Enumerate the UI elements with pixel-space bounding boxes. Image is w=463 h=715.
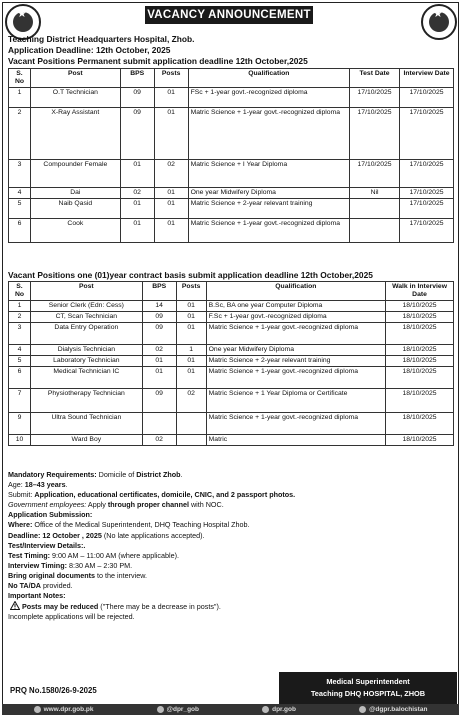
table-cell: 6 <box>9 367 31 389</box>
table-cell: 5 <box>9 199 31 219</box>
table-cell: 01 <box>120 219 154 243</box>
government-employees-note: Government employees: Apply through proper channel with NOC. <box>8 500 224 510</box>
table-row <box>9 413 454 435</box>
table-cell: 01 <box>154 108 188 160</box>
contract-vacancy-table <box>8 281 454 446</box>
table-row <box>9 389 454 413</box>
posts-reduced-note: Posts may be reduced ("There may be a decrease in posts"). <box>8 601 448 612</box>
table-cell: 3 <box>9 160 31 188</box>
table-cell: FSc + 1-year govt.-recognized diploma <box>188 88 349 108</box>
table-cell: Cook <box>30 219 120 243</box>
table-cell: 17/10/2025 <box>350 108 400 160</box>
table-cell: Matric <box>206 435 385 446</box>
footer-website[interactable]: www.dpr.gob.pk <box>34 704 94 715</box>
column-header: S. No <box>9 69 31 88</box>
table-cell: Matric Science + 1-year govt.-recognized diploma <box>188 219 349 243</box>
table-cell: F.Sc + 1-year govt.-recognized diploma <box>206 312 385 323</box>
column-header: Walk in Interview Date <box>386 282 454 301</box>
table-cell: 5 <box>9 356 31 367</box>
table-cell: 01 <box>176 356 206 367</box>
table-cell: 17/10/2025 <box>400 188 454 199</box>
table-cell: 18/10/2025 <box>386 323 454 345</box>
signature-block <box>279 672 457 707</box>
table-row <box>9 160 454 188</box>
mandatory-requirements: Mandatory Requirements: Domicile of District Zhob. <box>8 470 183 479</box>
table-cell: 1 <box>176 345 206 356</box>
column-header: Post <box>30 282 142 301</box>
table-cell: Dialysis Technician <box>30 345 142 356</box>
table-cell: 18/10/2025 <box>386 435 454 446</box>
table-cell: 1 <box>9 301 31 312</box>
table-cell: Naib Qasid <box>30 199 120 219</box>
table-cell: 6 <box>9 219 31 243</box>
table-cell: 9 <box>9 413 31 435</box>
table-cell: 01 <box>154 219 188 243</box>
table-cell: 17/10/2025 <box>350 160 400 188</box>
test-heading: Test/Interview Details:. <box>8 540 86 550</box>
warning-icon <box>10 601 20 610</box>
signature-office: Teaching DHQ HOSPITAL, ZHOB <box>310 689 426 698</box>
table-cell: 01 <box>142 356 176 367</box>
table-cell: 18/10/2025 <box>386 345 454 356</box>
column-header: Posts <box>176 282 206 301</box>
application-deadline: Application Deadline: 12th October, 2025 <box>8 45 171 55</box>
submission-deadline: Deadline: 12 October , 2025 (No late applications accepted). <box>8 530 205 540</box>
table-row <box>9 88 454 108</box>
footer-handle-1[interactable]: @dpr_gob <box>157 704 199 715</box>
incomplete-applications-note: Incomplete applications will be rejected. <box>8 612 135 622</box>
table-cell: Matric Science + 1 Year Diploma or Certificate <box>206 389 385 413</box>
test-timing: Test Timing: 9:00 AM – 11:00 AM (where applicable). <box>8 550 179 560</box>
column-header: Posts <box>154 69 188 88</box>
balochistan-emblem-icon: ★ <box>5 4 41 40</box>
table-cell: 02 <box>154 160 188 188</box>
table-cell <box>176 413 206 435</box>
submit-requirement: Submit: Application, educational certificates, domicile, CNIC, and 2 passport photos. <box>8 490 296 500</box>
table-cell: Matric Science + I Year Diploma <box>188 160 349 188</box>
table-cell: 01 <box>176 301 206 312</box>
table-cell: Dai <box>30 188 120 199</box>
table-cell: 18/10/2025 <box>386 356 454 367</box>
table-cell: 01 <box>120 199 154 219</box>
table-cell: 02 <box>142 435 176 446</box>
table-cell: 01 <box>154 199 188 219</box>
instagram-icon <box>359 706 366 713</box>
column-header: Qualification <box>188 69 349 88</box>
table-cell: 17/10/2025 <box>400 108 454 160</box>
table-cell: 17/10/2025 <box>400 88 454 108</box>
table-row <box>9 312 454 323</box>
table-cell: 01 <box>176 367 206 389</box>
table-cell: 17/10/2025 <box>350 88 400 108</box>
globe-icon <box>34 706 41 713</box>
table-cell: 01 <box>154 88 188 108</box>
table-row <box>9 219 454 243</box>
table-cell: 18/10/2025 <box>386 301 454 312</box>
footer-handle-3[interactable]: @dgpr.balochistan <box>359 704 427 715</box>
important-heading: Important Notes: <box>8 591 66 601</box>
table-cell: 02 <box>120 188 154 199</box>
table-cell: Matric Science + 2-year relevant training <box>188 199 349 219</box>
table-cell: 18/10/2025 <box>386 312 454 323</box>
table-cell: 4 <box>9 188 31 199</box>
table-row <box>9 301 454 312</box>
notes-section <box>8 470 448 622</box>
table-cell: 18/10/2025 <box>386 389 454 413</box>
table-cell: 10 <box>9 435 31 446</box>
contract-heading: Vacant Positions one (01)year contract basis submit application deadline 12th October,2025 <box>8 270 373 280</box>
permanent-vacancy-table <box>8 68 454 243</box>
table-cell: 01 <box>142 367 176 389</box>
page-title: VACANCY ANNOUNCEMENT <box>145 6 313 24</box>
table-cell: Data Entry Operation <box>30 323 142 345</box>
table-cell: 02 <box>142 345 176 356</box>
table-row <box>9 323 454 345</box>
bring-documents: Bring original documents to the interview. <box>8 570 147 580</box>
table-cell: 18/10/2025 <box>386 367 454 389</box>
table-row <box>9 367 454 389</box>
table-cell: 09 <box>142 389 176 413</box>
submission-heading: Application Submission: <box>8 510 93 520</box>
interview-timing: Interview Timing: 8:30 AM – 2:30 PM. <box>8 560 133 570</box>
table-row <box>9 199 454 219</box>
column-header: Interview Date <box>400 69 454 88</box>
table-cell: One year Midwifery Diploma <box>206 345 385 356</box>
table-cell: Nil <box>350 188 400 199</box>
table-cell: 01 <box>154 188 188 199</box>
table-cell: Matric Science + 1-year govt.-recognized diploma <box>206 323 385 345</box>
twitter-icon <box>157 706 164 713</box>
table-cell <box>176 435 206 446</box>
table-cell: 02 <box>176 389 206 413</box>
age-requirement: Age: 18–43 years. <box>8 480 68 490</box>
table-cell: 1 <box>9 88 31 108</box>
table-row <box>9 188 454 199</box>
signature-title: Medical Superintendent <box>326 677 410 686</box>
table-cell: 2 <box>9 108 31 160</box>
prq-number: PRQ No.1580/26-9-2025 <box>10 686 97 695</box>
table-row <box>9 356 454 367</box>
table-cell: 2 <box>9 312 31 323</box>
column-header: S. No <box>9 282 31 301</box>
facebook-icon <box>262 706 269 713</box>
table-cell <box>350 199 400 219</box>
table-cell: Laboratory Technician <box>30 356 142 367</box>
table-cell: 17/10/2025 <box>400 199 454 219</box>
table-cell: 09 <box>120 88 154 108</box>
table-cell: Matric Science + 1-year govt.-recognized diploma <box>206 367 385 389</box>
table-cell: Matric Science + 1-year govt.-recognized diploma <box>188 108 349 160</box>
table-cell: Senior Clerk (Edn: Cess) <box>30 301 142 312</box>
table-row <box>9 108 454 160</box>
permanent-heading: Vacant Positions Permanent submit application deadline 12th October,2025 <box>8 56 308 66</box>
table-cell: Ultra Sound Technician <box>30 413 142 435</box>
table-cell: Ward Boy <box>30 435 142 446</box>
column-header: Post <box>30 69 120 88</box>
table-cell: 14 <box>142 301 176 312</box>
table-cell: Matric Science + 2-year relevant training <box>206 356 385 367</box>
table-cell <box>142 413 176 435</box>
table-cell: CT, Scan Technician <box>30 312 142 323</box>
footer-bar <box>2 704 459 715</box>
table-cell: Matric Science + 1-year govt.-recognized diploma <box>206 413 385 435</box>
hospital-name: Teaching District Headquarters Hospital, Zhob. <box>8 34 195 44</box>
table-cell: X-Ray Assistant <box>30 108 120 160</box>
table-cell: One year Midwifery Diploma <box>188 188 349 199</box>
table-cell: 18/10/2025 <box>386 413 454 435</box>
table-cell: O.T Technician <box>30 88 120 108</box>
table-cell: 7 <box>9 389 31 413</box>
table-cell: Compounder Female <box>30 160 120 188</box>
table-row <box>9 435 454 446</box>
column-header: BPS <box>120 69 154 88</box>
column-header: BPS <box>142 282 176 301</box>
government-seal-icon: ★ <box>421 4 457 40</box>
table-cell: 01 <box>176 312 206 323</box>
table-cell: 09 <box>142 312 176 323</box>
table-cell: 17/10/2025 <box>400 160 454 188</box>
submission-where: Where: Office of the Medical Superintendent, DHQ Teaching Hospital Zhob. <box>8 520 250 530</box>
table-cell: 09 <box>142 323 176 345</box>
column-header: Qualification <box>206 282 385 301</box>
table-cell: 09 <box>120 108 154 160</box>
table-cell: 01 <box>120 160 154 188</box>
footer-handle-2[interactable]: dpr.gob <box>262 704 296 715</box>
column-header: Test Date <box>350 69 400 88</box>
table-cell: B.Sc, BA one year Computer Diploma <box>206 301 385 312</box>
table-cell: 01 <box>176 323 206 345</box>
table-cell: Medical Technician IC <box>30 367 142 389</box>
table-cell: 4 <box>9 345 31 356</box>
table-row <box>9 345 454 356</box>
no-ta-da: No TA/DA provided. <box>8 581 73 591</box>
table-cell <box>350 219 400 243</box>
table-cell: 17/10/2025 <box>400 219 454 243</box>
table-cell: 3 <box>9 323 31 345</box>
table-cell: Physiotherapy Technician <box>30 389 142 413</box>
